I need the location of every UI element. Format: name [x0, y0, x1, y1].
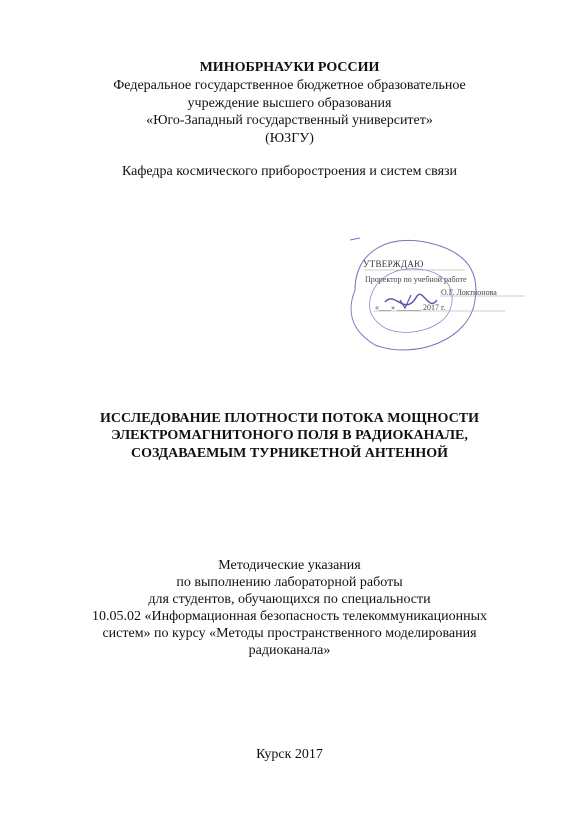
institution-line-2: учреждение высшего образования [187, 96, 392, 111]
approval-stamp [345, 230, 540, 365]
approver-name: О.Г. Локтионова [441, 288, 497, 297]
approval-date: «___» ______ 2017 г. [375, 303, 446, 312]
institution-abbr: (ЮЗГУ) [265, 131, 314, 146]
title-line-2: ЭЛЕКТРОМАГНИТОНОГО ПОЛЯ В РАДИОКАНАЛЕ, [111, 428, 468, 443]
description-line-3: для студентов, обучающихся по специальности [148, 592, 431, 607]
approver-post: Проректор по учебной работе [365, 275, 467, 284]
description-line-5: систем» по курсу «Методы пространственного моделирования [102, 626, 477, 641]
department-name: Кафедра космического приборостроения и систем связи [121, 164, 458, 179]
institution-line-3: «Юго-Западный государственный университет» [146, 113, 433, 128]
institution-line-1: Федеральное государственное бюджетное образовательное [113, 78, 466, 93]
description-line-6: радиоканала» [248, 643, 331, 658]
stamp-seal-icon [345, 230, 540, 365]
description-line-2: по выполнению лабораторной работы [176, 575, 403, 590]
title-line-1: ИССЛЕДОВАНИЕ ПЛОТНОСТИ ПОТОКА МОЩНОСТИ [100, 411, 479, 426]
city-year: Курск 2017 [256, 747, 323, 762]
title-line-3: СОЗДАВАЕМЫМ ТУРНИКЕТНОЙ АНТЕННОЙ [130, 446, 449, 461]
ministry-title: МИНОБРНАУКИ РОССИИ [199, 60, 380, 75]
description-line-1: Методические указания [218, 558, 361, 573]
description-line-4: 10.05.02 «Информационная безопасность телекоммуникационных [91, 609, 488, 624]
approval-label: УТВЕРЖДАЮ [363, 259, 424, 269]
